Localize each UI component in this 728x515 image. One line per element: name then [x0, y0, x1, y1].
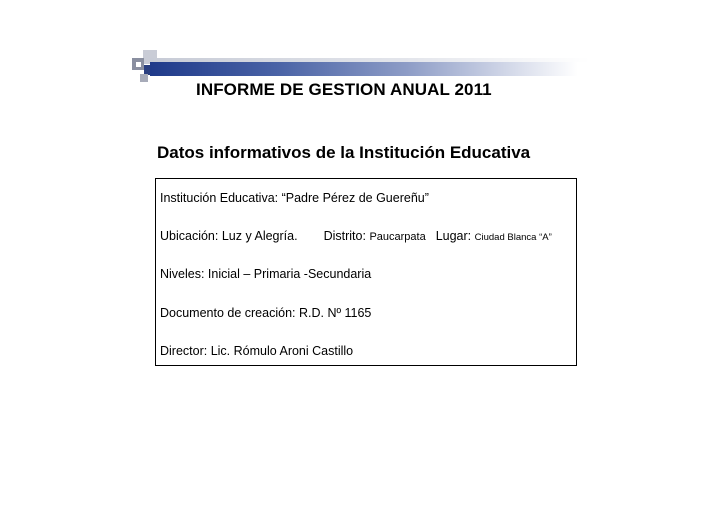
square-gray-2	[140, 74, 148, 82]
institucion-row: Institución Educativa: “Padre Pérez de Guereñu”	[160, 191, 429, 205]
lugar-value: Ciudad Blanca “A”	[474, 232, 552, 243]
distrito-label: Distrito:	[323, 229, 366, 243]
section-heading: Datos informativos de la Institución Educativa	[157, 143, 531, 162]
square-white-1	[136, 62, 141, 67]
director-row: Director: Lic. Rómulo Aroni Castillo	[160, 344, 354, 358]
header-gradient-bar	[150, 62, 578, 76]
documento-row: Documento de creación: R.D. Nº 1165	[160, 306, 372, 320]
ubicacion-label: Ubicación: Luz y Alegría.	[160, 229, 298, 243]
ubicacion-row	[160, 229, 552, 243]
info-box	[155, 178, 577, 366]
lugar-label: Lugar:	[435, 229, 472, 243]
page-title: INFORME DE GESTION ANUAL 2011	[196, 80, 492, 99]
distrito-value: Paucarpata	[369, 231, 426, 243]
niveles-row: Niveles: Inicial – Primaria -Secundaria	[160, 267, 372, 281]
